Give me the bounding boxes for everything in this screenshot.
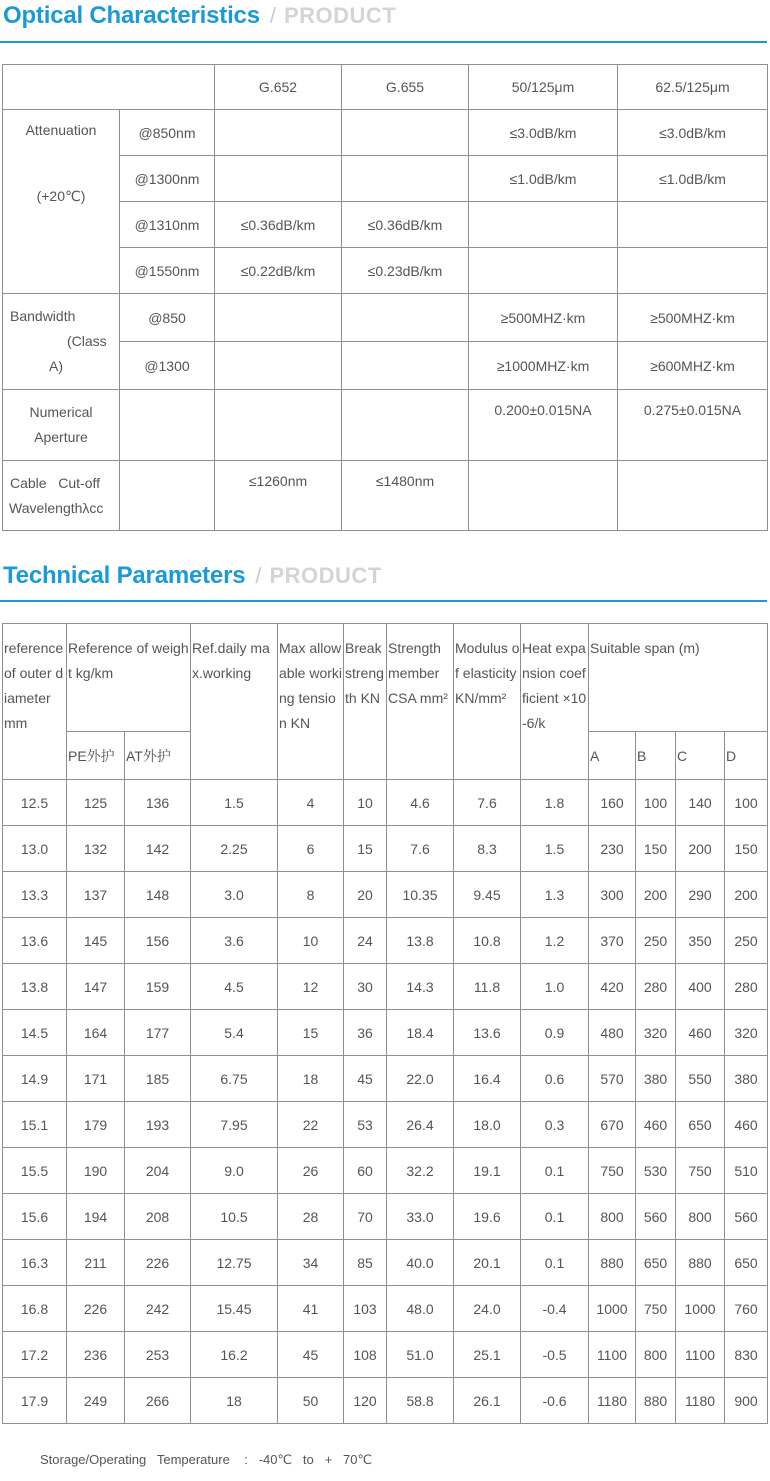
table-cell [342, 110, 469, 156]
table-cell: 3.6 [191, 918, 278, 964]
table-cell: ≤0.22dB/km [215, 248, 342, 294]
table-cell: 16.2 [191, 1332, 278, 1378]
table-cell: 120 [344, 1378, 387, 1424]
table-cell: 1.3 [521, 872, 589, 918]
table-cell [342, 156, 469, 202]
wavelength-cell: @1300 [120, 342, 215, 390]
table-cell: 800 [636, 1332, 676, 1378]
table-row [3, 1286, 768, 1332]
table-row [3, 1148, 768, 1194]
table-cell: 16.3 [3, 1240, 67, 1286]
table-cell: 1180 [676, 1378, 725, 1424]
table-cell: 14.9 [3, 1056, 67, 1102]
table-cell: 177 [125, 1010, 191, 1056]
table-cell: 420 [589, 964, 636, 1010]
table-cell [215, 294, 342, 342]
table-cell: 30 [344, 964, 387, 1010]
table-cell: 4.6 [387, 780, 454, 826]
table-cell: 460 [676, 1010, 725, 1056]
table-cell: 164 [67, 1010, 125, 1056]
table-cell: 26 [278, 1148, 344, 1194]
table-cell: 380 [636, 1056, 676, 1102]
table-cell: 179 [67, 1102, 125, 1148]
table-cell: 230 [589, 826, 636, 872]
table-cell: ≤0.36dB/km [342, 202, 469, 248]
table-cell: 200 [636, 872, 676, 918]
wavelength-cell: @1300nm [120, 156, 215, 202]
table-cell: ≥600MHZ·km [618, 342, 768, 390]
table-cell: 45 [278, 1332, 344, 1378]
table-cell: 480 [589, 1010, 636, 1056]
table-cell: 14.3 [387, 964, 454, 1010]
table-cell: 226 [125, 1240, 191, 1286]
table-cell: 0.6 [521, 1056, 589, 1102]
column-header: 50/125μm [469, 65, 618, 110]
table-row [3, 461, 768, 531]
table-cell: 510 [725, 1148, 768, 1194]
table-cell: 1000 [676, 1286, 725, 1332]
table-cell: 560 [725, 1194, 768, 1240]
table-cell [215, 156, 342, 202]
table-cell: 880 [636, 1378, 676, 1424]
table-cell: 10.8 [454, 918, 521, 964]
table-cell: 85 [344, 1240, 387, 1286]
optical-characteristics-table [2, 64, 768, 531]
table-cell: 36 [344, 1010, 387, 1056]
table-cell: 10 [344, 780, 387, 826]
table-cell: 1100 [676, 1332, 725, 1378]
table-cell: 290 [676, 872, 725, 918]
table-cell: ≤1260nm [215, 461, 342, 531]
table-cell: 200 [725, 872, 768, 918]
attenuation-condition: (+20℃) [36, 188, 86, 204]
table-cell: 15.45 [191, 1286, 278, 1332]
table-cell: 22.0 [387, 1056, 454, 1102]
table-cell: 3.0 [191, 872, 278, 918]
table-cell: 280 [725, 964, 768, 1010]
header-weight: Reference of weight kg/km [67, 624, 191, 732]
table-cell: 750 [636, 1286, 676, 1332]
storage-temperature-note: Storage/Operating Temperature : -40℃ to + 70℃ [40, 1452, 373, 1467]
na-label: Numerical [29, 404, 93, 420]
table-cell: 24 [344, 918, 387, 964]
table-cell: 194 [67, 1194, 125, 1240]
table-cell: 15.6 [3, 1194, 67, 1240]
technical-parameters-table [2, 623, 768, 1424]
header-suitable-span: Suitable span (m) [589, 624, 768, 732]
table-cell: 0.200±0.015NA [469, 390, 618, 461]
table-cell: 13.8 [387, 918, 454, 964]
table-cell: 17.9 [3, 1378, 67, 1424]
table-cell: 1000 [589, 1286, 636, 1332]
table-row [3, 1194, 768, 1240]
table-cell: 242 [125, 1286, 191, 1332]
table-cell: 18.0 [454, 1102, 521, 1148]
table-cell: 16.8 [3, 1286, 67, 1332]
table-cell: 32.2 [387, 1148, 454, 1194]
bandwidth-label: Bandwidth [10, 308, 76, 324]
table-cell: 136 [125, 780, 191, 826]
title-divider: / [269, 3, 276, 28]
table-cell: 132 [67, 826, 125, 872]
table-cell: 53 [344, 1102, 387, 1148]
table-cell: ≤1.0dB/km [618, 156, 768, 202]
table-cell: 211 [67, 1240, 125, 1286]
table-cell: 16.4 [454, 1056, 521, 1102]
table-cell [215, 342, 342, 390]
table-cell: 320 [636, 1010, 676, 1056]
table-cell: 1.5 [521, 826, 589, 872]
table-cell [342, 294, 469, 342]
table-row [3, 964, 768, 1010]
table-cell: 18 [278, 1056, 344, 1102]
table-row [3, 1102, 768, 1148]
table-cell: 12.5 [3, 780, 67, 826]
table-cell: 11.8 [454, 964, 521, 1010]
na-label-line2: Aperture [34, 429, 88, 445]
table-cell: 190 [67, 1148, 125, 1194]
table-cell: 1.5 [191, 780, 278, 826]
table-cell: 370 [589, 918, 636, 964]
table-cell [342, 390, 469, 461]
table-cell: 280 [636, 964, 676, 1010]
table-row [3, 1378, 768, 1424]
table-cell: 208 [125, 1194, 191, 1240]
table-cell: 18.4 [387, 1010, 454, 1056]
table-cell: 13.8 [3, 964, 67, 1010]
table-row [3, 1056, 768, 1102]
table-cell: 160 [589, 780, 636, 826]
table-cell: 200 [676, 826, 725, 872]
table-cell: 1.0 [521, 964, 589, 1010]
table-cell: 19.6 [454, 1194, 521, 1240]
table-cell: 137 [67, 872, 125, 918]
table-cell: 880 [676, 1240, 725, 1286]
table-cell: 140 [676, 780, 725, 826]
title-divider: / [255, 563, 262, 588]
table-row [3, 294, 768, 342]
table-header-row [3, 624, 768, 732]
table-cell: 7.95 [191, 1102, 278, 1148]
table-cell: 249 [67, 1378, 125, 1424]
column-header: G.655 [342, 65, 469, 110]
section-rule [0, 600, 767, 602]
table-cell: 4 [278, 780, 344, 826]
table-row [3, 1332, 768, 1378]
table-cell: 460 [725, 1102, 768, 1148]
table-cell: ≤0.23dB/km [342, 248, 469, 294]
table-cell: -0.6 [521, 1378, 589, 1424]
table-cell: 100 [725, 780, 768, 826]
table-cell: 0.9 [521, 1010, 589, 1056]
table-cell: 250 [636, 918, 676, 964]
table-cell: -0.4 [521, 1286, 589, 1332]
table-cell: 1.2 [521, 918, 589, 964]
table-row [3, 872, 768, 918]
table-cell: 142 [125, 826, 191, 872]
table-cell: 320 [725, 1010, 768, 1056]
table-cell: 100 [636, 780, 676, 826]
wavelength-cell: @1550nm [120, 248, 215, 294]
table-cell: 530 [636, 1148, 676, 1194]
table-cell: 10 [278, 918, 344, 964]
table-cell: 350 [676, 918, 725, 964]
table-cell: 45 [344, 1056, 387, 1102]
table-cell: 550 [676, 1056, 725, 1102]
cutoff-label-line2: Wavelengthλcc [9, 500, 104, 516]
table-cell: 1180 [589, 1378, 636, 1424]
table-cell: 58.8 [387, 1378, 454, 1424]
table-cell: ≥500MHZ·km [469, 294, 618, 342]
table-row [3, 780, 768, 826]
table-cell: 570 [589, 1056, 636, 1102]
table-cell: 60 [344, 1148, 387, 1194]
column-header: G.652 [215, 65, 342, 110]
header-span-c: C [676, 732, 725, 780]
section-rule [0, 41, 767, 43]
table-cell: 4.5 [191, 964, 278, 1010]
table-cell [469, 248, 618, 294]
table-cell: 226 [67, 1286, 125, 1332]
table-cell: 34 [278, 1240, 344, 1286]
header-empty-cell [3, 65, 215, 110]
table-cell: 7.6 [454, 780, 521, 826]
table-cell: 670 [589, 1102, 636, 1148]
table-cell: 20.1 [454, 1240, 521, 1286]
table-cell: 400 [676, 964, 725, 1010]
table-cell: 9.0 [191, 1148, 278, 1194]
table-cell: 0.1 [521, 1194, 589, 1240]
table-cell: 15.1 [3, 1102, 67, 1148]
table-cell: 108 [344, 1332, 387, 1378]
optical-section-title: Optical Characteristics [3, 2, 260, 29]
table-cell: 171 [67, 1056, 125, 1102]
table-cell: 380 [725, 1056, 768, 1102]
table-cell: 17.2 [3, 1332, 67, 1378]
table-cell: 830 [725, 1332, 768, 1378]
table-cell: 204 [125, 1148, 191, 1194]
bandwidth-label-cell [3, 294, 120, 390]
table-cell: ≤1480nm [342, 461, 469, 531]
technical-section-title: Technical Parameters [3, 562, 246, 589]
table-cell: 760 [725, 1286, 768, 1332]
table-row [3, 826, 768, 872]
table-cell: ≥1000MHZ·km [469, 342, 618, 390]
table-cell: -0.5 [521, 1332, 589, 1378]
table-cell: 13.3 [3, 872, 67, 918]
table-cell: 9.45 [454, 872, 521, 918]
table-cell: 1100 [589, 1332, 636, 1378]
table-cell: 185 [125, 1056, 191, 1102]
table-cell: 8 [278, 872, 344, 918]
table-cell: 156 [125, 918, 191, 964]
header-diameter: reference of outer diameter mm [3, 624, 67, 780]
table-cell: 0.1 [521, 1240, 589, 1286]
table-cell: 51.0 [387, 1332, 454, 1378]
table-cell: 13.6 [454, 1010, 521, 1056]
table-cell: 800 [589, 1194, 636, 1240]
table-cell: 15.5 [3, 1148, 67, 1194]
table-cell [215, 390, 342, 461]
table-cell: 26.4 [387, 1102, 454, 1148]
table-cell: 125 [67, 780, 125, 826]
bandwidth-class-label-end: A) [49, 358, 63, 374]
table-cell [618, 248, 768, 294]
table-cell: 900 [725, 1378, 768, 1424]
table-cell: 8.3 [454, 826, 521, 872]
table-cell [120, 461, 215, 531]
table-cell: 12 [278, 964, 344, 1010]
table-cell: 10.35 [387, 872, 454, 918]
table-cell: 460 [636, 1102, 676, 1148]
table-cell: 6.75 [191, 1056, 278, 1102]
table-row [3, 918, 768, 964]
table-cell: 15 [344, 826, 387, 872]
table-cell: 22 [278, 1102, 344, 1148]
table-cell: 19.1 [454, 1148, 521, 1194]
header-at: AT外护 [125, 732, 191, 780]
table-cell: 0.1 [521, 1148, 589, 1194]
header-pe: PE外护 [67, 732, 125, 780]
attenuation-label-cell [3, 110, 120, 294]
table-cell: 560 [636, 1194, 676, 1240]
header-strength-member: Strength member CSA mm² [387, 624, 454, 780]
table-cell [618, 461, 768, 531]
table-cell: 650 [725, 1240, 768, 1286]
table-cell: 18 [191, 1378, 278, 1424]
table-cell: 750 [589, 1148, 636, 1194]
table-cell: 253 [125, 1332, 191, 1378]
table-cell [618, 202, 768, 248]
optical-section-subtitle: PRODUCT [283, 3, 397, 28]
table-cell: ≤1.0dB/km [469, 156, 618, 202]
table-cell: 800 [676, 1194, 725, 1240]
table-cell: 28 [278, 1194, 344, 1240]
table-cell: ≤3.0dB/km [618, 110, 768, 156]
table-cell [215, 110, 342, 156]
table-cell: 13.0 [3, 826, 67, 872]
table-cell: 12.75 [191, 1240, 278, 1286]
table-cell: 7.6 [387, 826, 454, 872]
wavelength-cell: @850nm [120, 110, 215, 156]
header-max-tension: Max allowable working tension KN [278, 624, 344, 780]
table-cell: 48.0 [387, 1286, 454, 1332]
table-cell: 0.275±0.015NA [618, 390, 768, 461]
table-cell: 750 [676, 1148, 725, 1194]
table-cell: 13.6 [3, 918, 67, 964]
table-cell: 650 [676, 1102, 725, 1148]
wavelength-cell: @1310nm [120, 202, 215, 248]
cutoff-label: Cable Cut-off [10, 475, 101, 491]
table-cell: ≤3.0dB/km [469, 110, 618, 156]
table-cell [469, 202, 618, 248]
attenuation-label: Attenuation [25, 122, 97, 138]
header-span-d: D [725, 732, 768, 780]
header-ref-daily: Ref.daily max.working [191, 624, 278, 780]
table-cell: 266 [125, 1378, 191, 1424]
table-cell: 147 [67, 964, 125, 1010]
table-cell: 20 [344, 872, 387, 918]
table-cell: 880 [589, 1240, 636, 1286]
table-header-row [3, 65, 768, 110]
table-cell: 150 [725, 826, 768, 872]
technical-section-subtitle: PRODUCT [269, 563, 382, 588]
numerical-aperture-label-cell [3, 390, 120, 461]
table-cell: 10.5 [191, 1194, 278, 1240]
table-cell: ≥500MHZ·km [618, 294, 768, 342]
table-cell: 650 [636, 1240, 676, 1286]
table-row [3, 1240, 768, 1286]
table-cell: 0.3 [521, 1102, 589, 1148]
table-cell: 193 [125, 1102, 191, 1148]
table-cell: 25.1 [454, 1332, 521, 1378]
table-cell: 5.4 [191, 1010, 278, 1056]
table-cell [342, 342, 469, 390]
table-cell: 70 [344, 1194, 387, 1240]
table-cell: 150 [636, 826, 676, 872]
table-cell: 148 [125, 872, 191, 918]
table-cell: 40.0 [387, 1240, 454, 1286]
table-cell: 236 [67, 1332, 125, 1378]
wavelength-cell: @850 [120, 294, 215, 342]
table-cell: 33.0 [387, 1194, 454, 1240]
table-cell: 26.1 [454, 1378, 521, 1424]
table-cell: 24.0 [454, 1286, 521, 1332]
table-cell: 1.8 [521, 780, 589, 826]
header-heat-expansion: Heat expansion coefficient ×10-6/k [521, 624, 589, 780]
table-cell: 2.25 [191, 826, 278, 872]
table-cell: 15 [278, 1010, 344, 1056]
cutoff-label-cell [3, 461, 120, 531]
table-cell: 300 [589, 872, 636, 918]
table-cell: 250 [725, 918, 768, 964]
header-span-a: A [589, 732, 636, 780]
bandwidth-class-label: (Class [67, 333, 107, 349]
technical-section-header [0, 560, 767, 604]
table-cell: 41 [278, 1286, 344, 1332]
technical-table-body [3, 780, 768, 1424]
table-cell: 145 [67, 918, 125, 964]
table-cell: ≤0.36dB/km [215, 202, 342, 248]
header-break-strength: Break strength KN [344, 624, 387, 780]
table-row [3, 110, 768, 156]
table-cell: 6 [278, 826, 344, 872]
header-span-b: B [636, 732, 676, 780]
optical-section-header [0, 0, 767, 44]
column-header: 62.5/125μm [618, 65, 768, 110]
table-cell: 14.5 [3, 1010, 67, 1056]
table-cell [469, 461, 618, 531]
table-cell: 103 [344, 1286, 387, 1332]
table-row [3, 390, 768, 461]
table-cell: 50 [278, 1378, 344, 1424]
table-row [3, 1010, 768, 1056]
table-cell [120, 390, 215, 461]
table-cell: 159 [125, 964, 191, 1010]
header-modulus: Modulus of elasticity KN/mm² [454, 624, 521, 780]
